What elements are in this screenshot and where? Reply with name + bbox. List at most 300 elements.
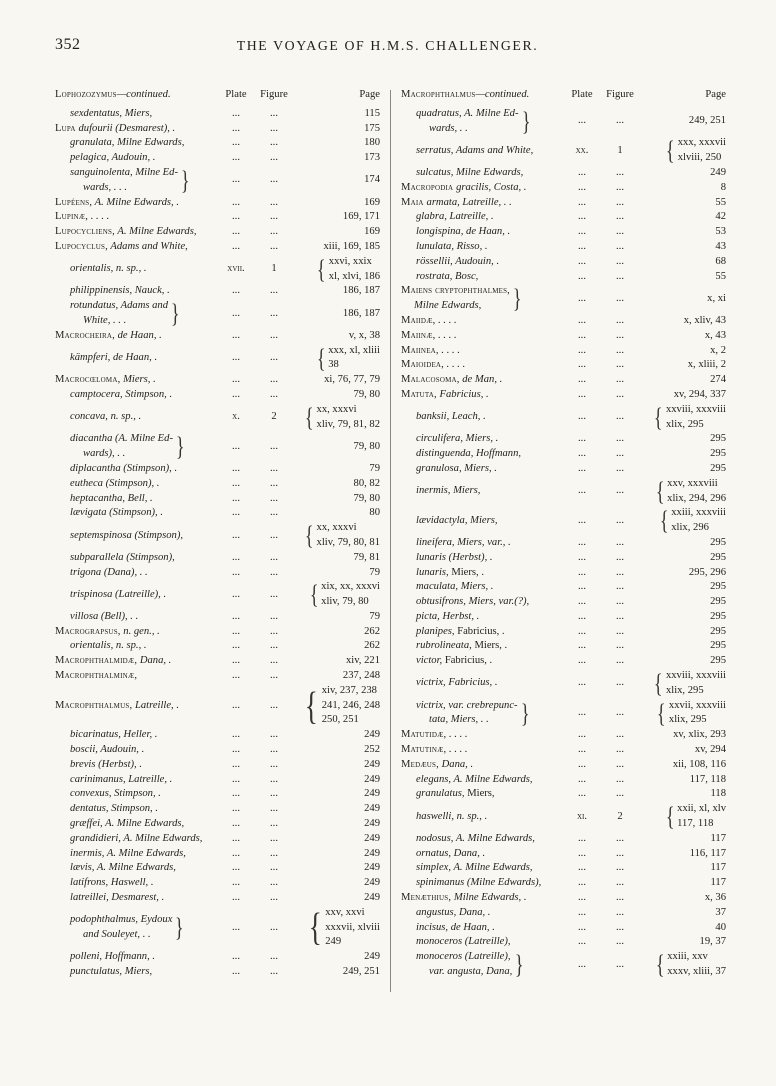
entry-name-lines — [70, 743, 218, 758]
index-row — [55, 566, 380, 581]
entry-name-lines — [70, 136, 218, 151]
plate-cell: ... — [232, 832, 240, 844]
index-row — [401, 891, 726, 906]
entry-name-line — [416, 810, 564, 825]
page-line: 249 — [325, 936, 342, 948]
plate-cell: ... — [578, 314, 586, 326]
species-text: trispinosa (Latreille), . — [70, 588, 167, 600]
entry-name-lines — [416, 832, 564, 847]
entry-name — [401, 210, 564, 225]
plate-cell: ... — [578, 240, 586, 252]
entry-name-lines — [55, 699, 218, 714]
entry-name-lines — [416, 625, 564, 640]
figure-cell: ... — [616, 485, 624, 497]
species-text: diacantha (A. Milne Ed- — [70, 433, 173, 445]
page-line: xxvii, xxxviii — [668, 699, 726, 711]
page-lines — [666, 669, 726, 699]
entry-name-lines — [55, 225, 218, 240]
closing-brace: } — [512, 284, 522, 314]
page-cell: 169, 171 — [342, 211, 380, 223]
page-cell: 249 — [364, 877, 380, 889]
species-text: kämpferi, de Haan, . — [70, 351, 158, 363]
page-cell — [640, 136, 726, 166]
page-lines — [317, 403, 380, 433]
species-text: planipes, — [416, 625, 455, 637]
species-text: eutheca (Stimpson), . — [70, 477, 160, 489]
closing-brace: } — [180, 166, 190, 196]
entry-name-line — [70, 787, 218, 802]
plate-cell: ... — [232, 307, 240, 319]
page-line: xl, xlvi, 186 — [328, 270, 380, 282]
page-cell: 53 — [715, 226, 726, 238]
plate-cell: ... — [232, 862, 240, 874]
entry-name-line — [401, 728, 564, 743]
entry-name-lines — [416, 166, 564, 181]
entry-name-lines — [401, 728, 564, 743]
species-text: . . . . — [444, 359, 466, 371]
figure-cell: ... — [616, 936, 624, 948]
plate-cell: ... — [232, 351, 240, 363]
entry-name-lines — [55, 210, 218, 225]
figure-cell: ... — [270, 152, 278, 164]
figure-cell: ... — [270, 862, 278, 874]
index-row — [401, 477, 726, 507]
entry-name-line — [416, 166, 564, 181]
species-text: græffei, A. Milne Edwards, — [70, 818, 185, 830]
entry-name-lines — [70, 913, 172, 943]
species-text: Adams and White, — [107, 240, 188, 252]
entry-name-line — [70, 847, 218, 862]
page-lines — [667, 477, 726, 507]
figure-cell: ... — [616, 640, 624, 652]
entry-name-lines — [70, 262, 218, 277]
entry-name-lines — [416, 580, 564, 595]
index-row — [401, 358, 726, 373]
entry-name-lines — [401, 743, 564, 758]
page-cell: 249 — [364, 832, 380, 844]
index-column-left — [55, 88, 380, 980]
species-text: punctulatus, Miers, — [70, 966, 153, 978]
genus-text: Macrograpsus, — [55, 625, 121, 637]
index-row — [401, 225, 726, 240]
species-text: de Haan, . — [114, 329, 162, 341]
species-text: n. gen., . — [120, 625, 160, 637]
entry-name — [401, 536, 564, 551]
species-text: convexus, Stimpson, . — [70, 788, 161, 800]
species-text: A. Milne Edwards, . — [92, 196, 179, 208]
entry-name-line — [70, 928, 172, 943]
entry-name-group — [416, 699, 532, 729]
entry-name-line — [70, 551, 218, 566]
entry-name-line — [70, 410, 218, 425]
entry-name — [401, 935, 564, 950]
page-cell: 169 — [364, 226, 380, 238]
entry-name-line — [70, 151, 218, 166]
index-row — [55, 299, 380, 329]
entry-name-lines — [70, 847, 218, 862]
entry-name-line — [416, 514, 564, 529]
opening-brace: { — [657, 698, 667, 728]
page-cell: 295 — [710, 640, 726, 652]
page-cell — [640, 403, 726, 433]
species-text: victrix, Fabricius, . — [416, 677, 498, 689]
figure-cell: ... — [270, 655, 278, 667]
entry-name-lines — [70, 166, 178, 196]
entry-name — [55, 817, 218, 832]
entry-name — [55, 610, 218, 625]
page-cell — [294, 403, 380, 433]
plate-cell: ... — [232, 152, 240, 164]
species-text: wards), . . — [83, 448, 126, 460]
entry-name-line — [401, 329, 564, 344]
page-lines — [329, 255, 380, 285]
entry-name — [401, 699, 564, 729]
entry-name — [401, 373, 564, 388]
plate-cell: ... — [578, 862, 586, 874]
page-cell: 295, 296 — [688, 566, 726, 578]
species-text: glabra, Latreille, . — [416, 211, 494, 223]
index-row — [55, 684, 380, 728]
entry-name-lines — [401, 891, 564, 906]
genus-text: Maioidea, — [401, 359, 445, 371]
page-line: xx, xxxvi — [316, 522, 357, 534]
index-row — [55, 373, 380, 388]
entry-name-lines — [70, 876, 218, 891]
plate-cell: ... — [578, 196, 586, 208]
entry-name-lines — [416, 255, 564, 270]
species-text: Latreille, . — [132, 699, 180, 711]
species-text: diplacantha (Stimpson), . — [70, 462, 178, 474]
entry-name-lines — [70, 610, 218, 625]
species-text: . . . . — [446, 729, 468, 741]
entry-name-line — [416, 225, 564, 240]
entry-name-lines — [416, 639, 564, 654]
plate-cell: ... — [232, 670, 240, 682]
species-text: rostrata, Bosc, — [416, 270, 479, 282]
page-cell: 249 — [364, 818, 380, 830]
page-group — [301, 684, 380, 728]
entry-name-line — [70, 388, 218, 403]
entry-name — [401, 950, 564, 980]
entry-name — [55, 329, 218, 344]
index-row — [401, 566, 726, 581]
entry-name-lines — [70, 817, 218, 832]
page-cell: x, 2 — [710, 344, 726, 356]
plate-column-header: Plate — [225, 89, 247, 100]
entry-name-lines — [416, 144, 564, 159]
entry-name-lines — [55, 240, 218, 255]
entry-name — [401, 484, 564, 499]
page-cell: 252 — [364, 744, 380, 756]
figure-cell: ... — [616, 314, 624, 326]
species-text: inermis, A. Milne Edwards, — [70, 847, 186, 859]
index-row — [55, 255, 380, 285]
entry-name-line — [70, 832, 218, 847]
plate-cell: ... — [578, 226, 586, 238]
figure-cell: ... — [270, 588, 278, 600]
entry-name-lines — [55, 122, 218, 137]
figure-cell: ... — [616, 832, 624, 844]
entry-name-lines — [416, 773, 564, 788]
page-cell: 295 — [710, 462, 726, 474]
entry-name-lines — [70, 639, 218, 654]
entry-name-lines — [416, 270, 564, 285]
entry-name — [55, 477, 218, 492]
entry-name — [401, 810, 564, 825]
figure-cell: ... — [270, 640, 278, 652]
entry-name-line — [416, 921, 564, 936]
entry-name-line — [416, 595, 564, 610]
page-group — [302, 403, 380, 433]
opening-brace: { — [309, 580, 319, 610]
species-text: subparallela (Stimpson), — [70, 551, 175, 563]
page-lines — [322, 684, 380, 728]
entry-name-lines — [401, 196, 564, 211]
index-row — [55, 506, 380, 521]
plate-cell: ... — [232, 285, 240, 297]
genus-text: Menæthius, — [401, 892, 452, 904]
page-cell: 249 — [364, 788, 380, 800]
page-cell: 115 — [364, 107, 380, 119]
entry-name-line — [70, 136, 218, 151]
index-row — [401, 728, 726, 743]
page-line: xliv, 79, 80 — [321, 596, 369, 608]
page-cell: 262 — [364, 625, 380, 637]
plate-cell: ... — [232, 699, 240, 711]
page-cell: 55 — [715, 270, 726, 282]
plate-cell: ... — [578, 448, 586, 460]
entry-name-line — [70, 284, 218, 299]
plate-cell: ... — [578, 610, 586, 622]
page-cell: 174 — [364, 174, 380, 186]
species-text: monoceros (Latreille), — [416, 936, 511, 948]
index-row — [401, 935, 726, 950]
continued-label: —continued. — [116, 89, 171, 100]
figure-cell: ... — [270, 174, 278, 186]
genus-text: Macrocheira, — [55, 329, 115, 341]
entry-name — [55, 625, 218, 640]
figure-cell: ... — [270, 610, 278, 622]
index-row — [55, 817, 380, 832]
plate-cell: ... — [232, 566, 240, 578]
species-text: sanguinolenta, Milne Ed- — [70, 166, 178, 178]
entry-name-group — [70, 299, 183, 329]
page-cell: 79, 80 — [353, 492, 380, 504]
index-row — [401, 802, 726, 832]
entry-name — [55, 373, 218, 388]
page-cell — [640, 950, 726, 980]
species-text: haswelli, n. sp., . — [416, 810, 488, 822]
index-row — [55, 122, 380, 137]
page-line: 241, 246, 248 — [321, 699, 380, 711]
species-text: brevis (Herbst), . — [70, 758, 142, 770]
index-row — [55, 240, 380, 255]
page-group — [302, 521, 380, 551]
figure-cell: ... — [616, 655, 624, 667]
species-text: quadratus, A. Milne Ed- — [416, 107, 519, 119]
continued-label: —continued. — [475, 89, 530, 100]
species-text: podophthalmus, Eydoux — [70, 914, 173, 926]
species-text: bicarinatus, Heller, . — [70, 729, 158, 741]
index-row — [55, 580, 380, 610]
index-row — [55, 965, 380, 980]
figure-cell: ... — [270, 211, 278, 223]
entry-name-lines — [70, 299, 168, 329]
page-cell: 262 — [364, 640, 380, 652]
index-row — [55, 950, 380, 965]
page-cell: 295 — [710, 536, 726, 548]
entry-name-lines — [416, 610, 564, 625]
entry-name-line — [70, 314, 168, 329]
plate-cell: ... — [232, 107, 240, 119]
plate-cell: ... — [232, 329, 240, 341]
index-row — [55, 639, 380, 654]
plate-cell: ... — [578, 270, 586, 282]
figure-cell: ... — [270, 551, 278, 563]
entry-name-line — [70, 166, 178, 181]
entry-name-line — [70, 432, 173, 447]
genus-text: Macrophthalmus, — [55, 699, 133, 711]
figure-cell: ... — [616, 292, 624, 304]
closing-brace: } — [170, 299, 180, 329]
entry-name — [55, 913, 218, 943]
page-cell — [640, 802, 726, 832]
page-lines — [669, 699, 726, 729]
entry-name — [55, 728, 218, 743]
entry-name-line — [416, 270, 564, 285]
entry-name-line — [70, 492, 218, 507]
index-row — [55, 654, 380, 669]
index-row — [55, 492, 380, 507]
page-lines — [678, 136, 726, 166]
entry-name — [401, 625, 564, 640]
entry-name — [55, 299, 218, 329]
page-cell: 295 — [710, 655, 726, 667]
entry-name — [401, 329, 564, 344]
page-cell: 55 — [715, 196, 726, 208]
page-cell: 117 — [710, 832, 726, 844]
entry-name-lines — [416, 210, 564, 225]
entry-name — [55, 669, 218, 684]
index-row — [401, 462, 726, 477]
index-row — [55, 610, 380, 625]
entry-name-line — [70, 610, 218, 625]
index-row — [401, 270, 726, 285]
entry-name — [55, 196, 218, 211]
plate-cell: ... — [578, 788, 586, 800]
closing-brace: } — [520, 698, 530, 728]
page-cell: 117 — [710, 877, 726, 889]
species-text: heptacantha, Bell, . — [70, 492, 153, 504]
entry-name-line — [55, 225, 218, 240]
plate-cell: ... — [578, 255, 586, 267]
figure-cell: ... — [270, 951, 278, 963]
index-row — [55, 329, 380, 344]
species-text: dentatus, Stimpson, . — [70, 803, 158, 815]
entry-name — [401, 891, 564, 906]
entry-name-line — [55, 196, 218, 211]
page-cell — [640, 699, 726, 729]
species-text: Dana, . — [438, 758, 474, 770]
opening-brace: { — [655, 950, 665, 980]
page-cell — [294, 255, 380, 285]
page-cell — [294, 684, 380, 728]
index-row — [401, 181, 726, 196]
page-line: xliv, 79, 81, 82 — [316, 418, 380, 430]
entry-name — [401, 358, 564, 373]
page-group — [305, 906, 380, 950]
page-lines — [671, 506, 726, 536]
genus-text: Maiinæ, — [401, 329, 436, 341]
figure-cell: ... — [270, 529, 278, 541]
page-cell: xiii, 169, 185 — [323, 240, 380, 252]
plate-cell: ... — [232, 477, 240, 489]
entry-name-lines — [416, 906, 564, 921]
entry-name — [55, 566, 218, 581]
plate-cell: ... — [232, 892, 240, 904]
entry-name-line — [70, 891, 218, 906]
plate-cell: ... — [232, 137, 240, 149]
plate-cell: ... — [232, 625, 240, 637]
figure-cell: ... — [616, 581, 624, 593]
page-group — [651, 403, 726, 433]
entry-name — [401, 876, 564, 891]
plate-cell: ... — [578, 292, 586, 304]
entry-name-lines — [70, 950, 218, 965]
index-row — [55, 669, 380, 684]
page-cell: 249 — [364, 773, 380, 785]
plate-cell: ... — [232, 529, 240, 541]
entry-name-line — [416, 255, 564, 270]
plate-cell: ... — [578, 832, 586, 844]
entry-name-group — [70, 166, 192, 196]
entry-name-lines — [416, 847, 564, 862]
figure-cell: ... — [616, 921, 624, 933]
index-row — [401, 255, 726, 270]
page-cell: 40 — [715, 921, 726, 933]
index-row — [401, 447, 726, 462]
entry-name-line — [416, 861, 564, 876]
index-row — [401, 906, 726, 921]
species-text: rotundatus, Adams and — [70, 300, 169, 312]
entry-name — [401, 743, 564, 758]
page-lines — [317, 521, 380, 551]
species-text: Miers, . — [120, 374, 156, 386]
opening-brace: { — [666, 136, 675, 166]
plate-cell: ... — [232, 610, 240, 622]
figure-cell: ... — [270, 773, 278, 785]
plate-cell: ... — [232, 921, 240, 933]
entry-name-line — [55, 699, 218, 714]
entry-name-lines — [416, 699, 518, 729]
species-text: . . . . — [438, 344, 460, 356]
species-text: lunulata, Risso, . — [416, 240, 488, 252]
index-row — [401, 758, 726, 773]
closing-brace: } — [175, 913, 185, 943]
species-text: sulcatus, Milne Edwards, — [416, 166, 524, 178]
figure-cell: ... — [270, 122, 278, 134]
figure-cell: ... — [270, 374, 278, 386]
species-text: philippinensis, Nauck, . — [70, 285, 170, 297]
genus-text: Maiens cryptophthalmes, — [401, 285, 511, 297]
entry-name-lines — [416, 935, 564, 950]
plate-cell: ... — [578, 344, 586, 356]
index-row — [55, 210, 380, 225]
page-cell: xv, 294, 337 — [673, 388, 726, 400]
genus-text: Lupocyclus, — [55, 240, 108, 252]
species-text: serratus, Adams and White, — [416, 144, 534, 156]
entry-name-line — [401, 891, 564, 906]
